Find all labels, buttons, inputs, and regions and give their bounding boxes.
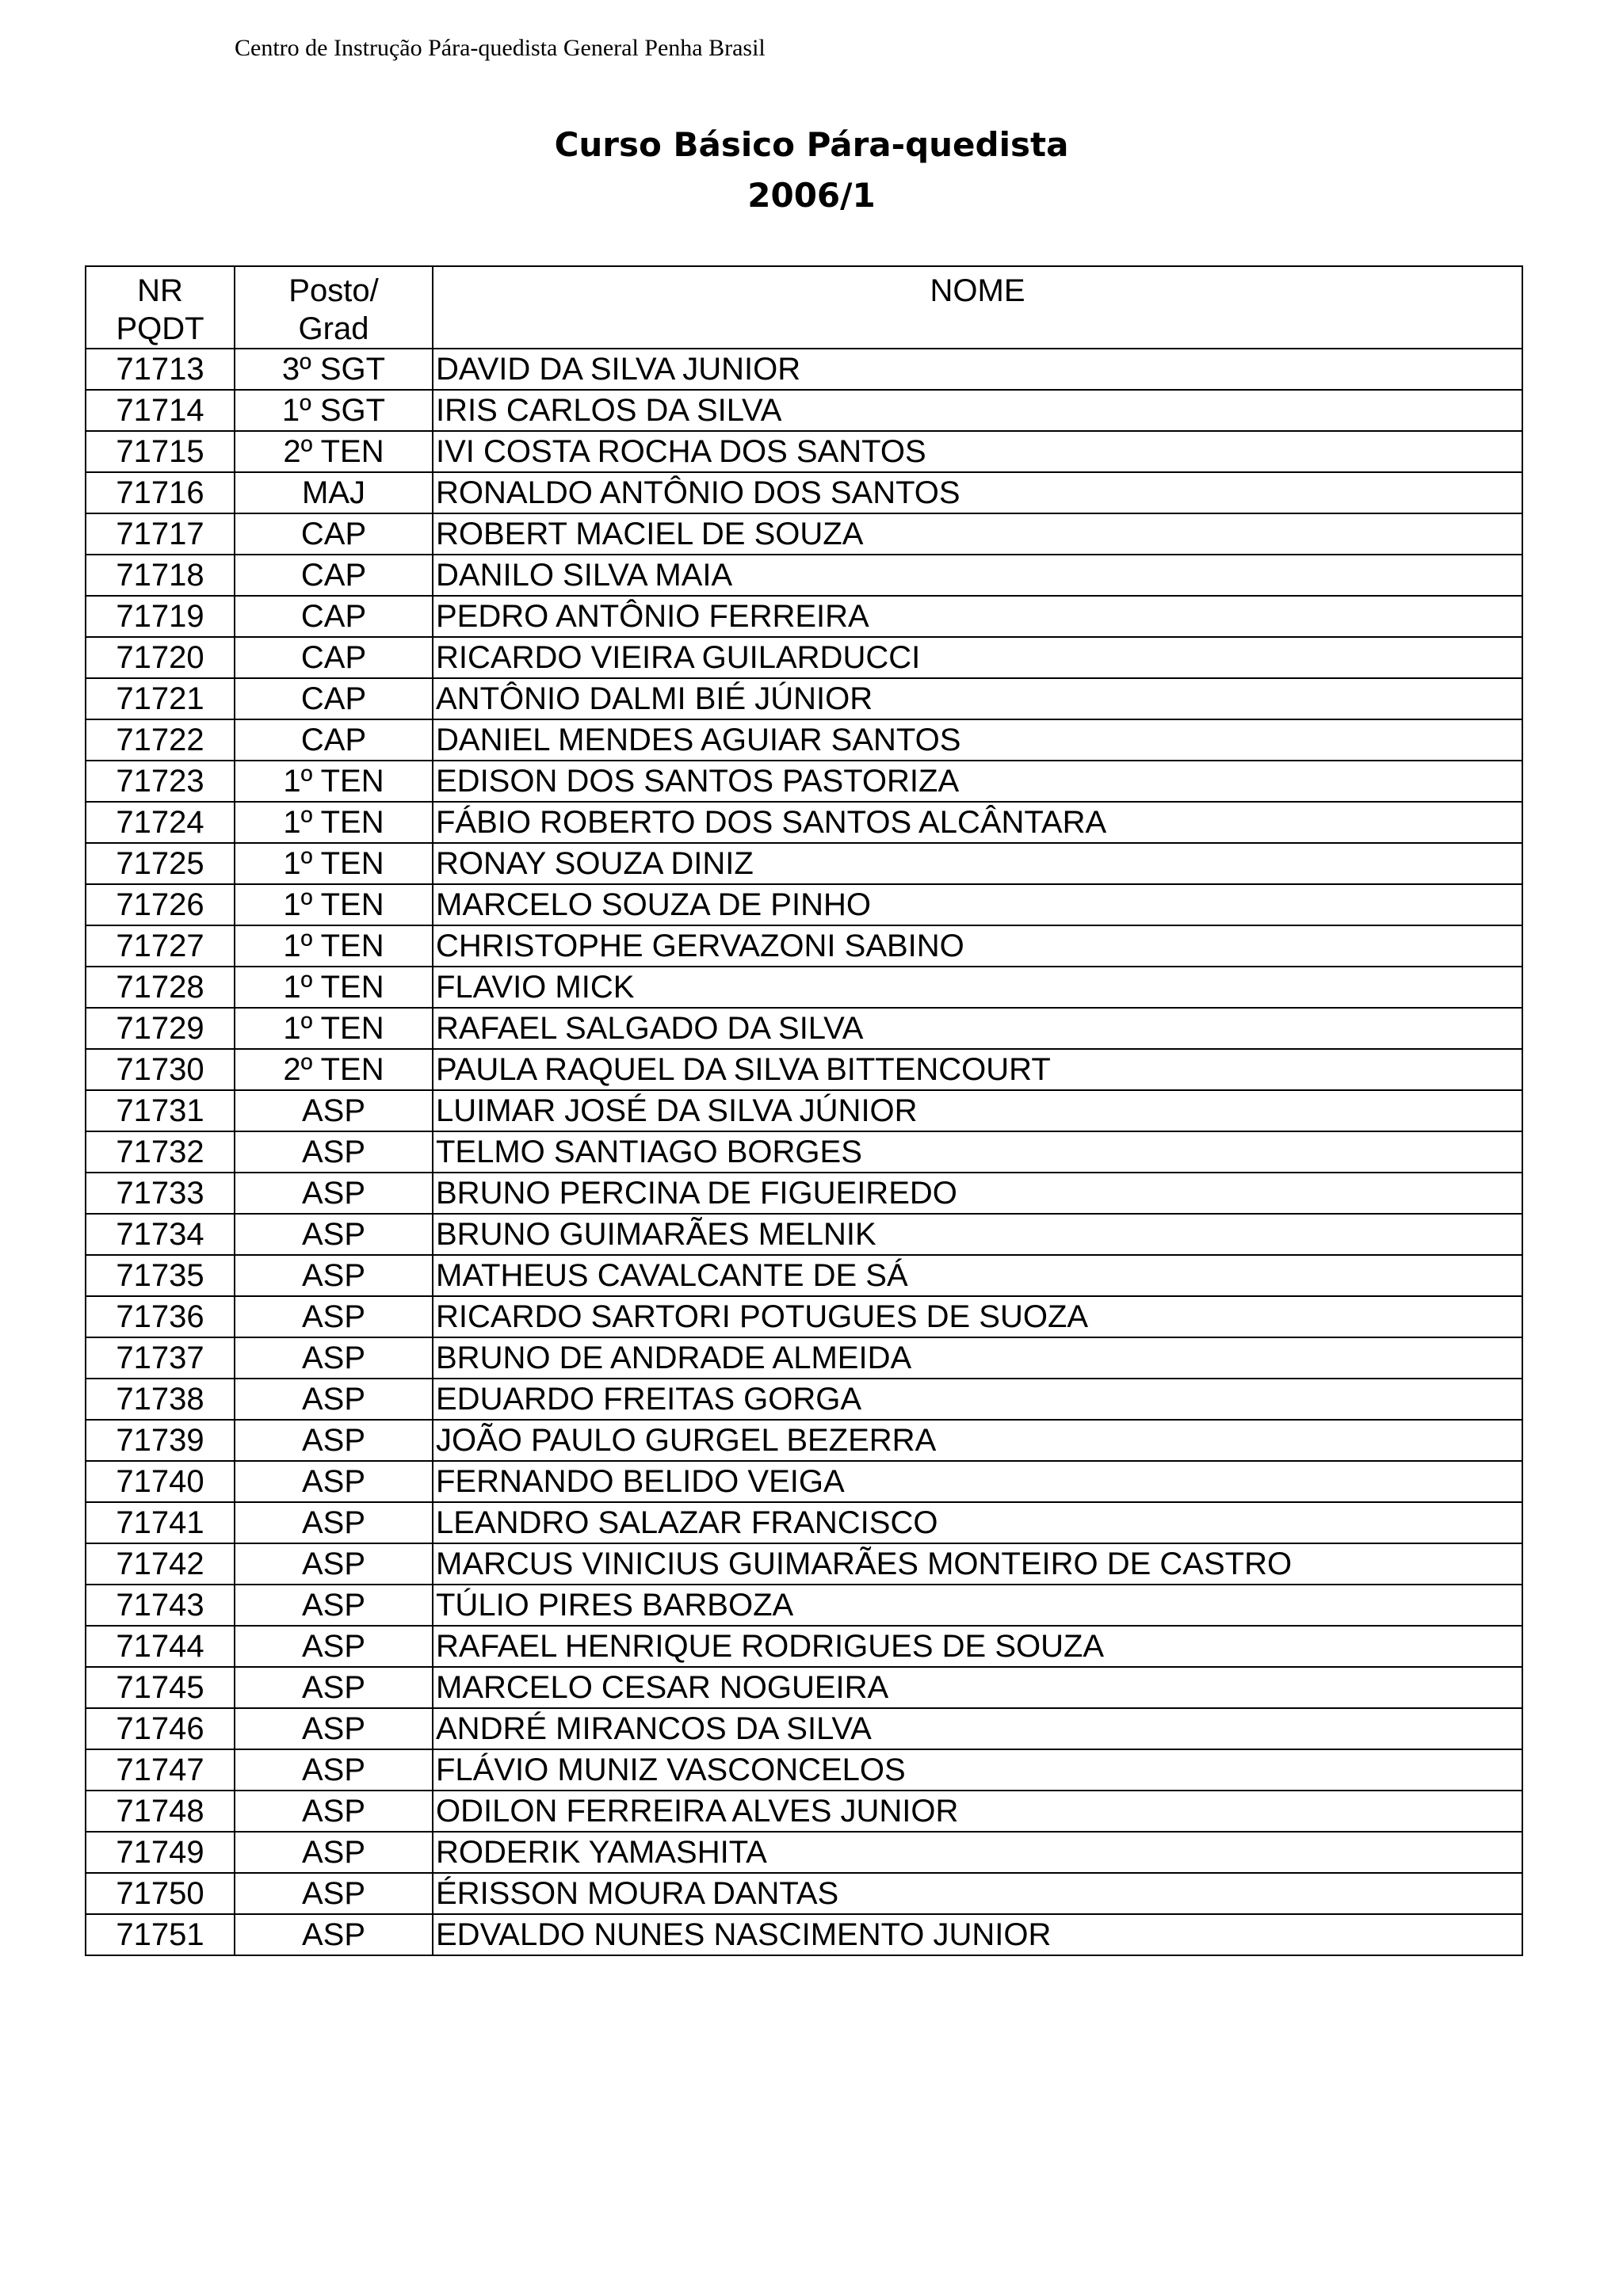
table-row	[86, 1749, 1522, 1791]
cell-nome: FLÁVIO MUNIZ VASCONCELOS	[433, 1749, 1522, 1791]
cell-nr-pqdt: 71741	[86, 1502, 235, 1543]
cell-posto-grad: ASP	[235, 1708, 433, 1749]
table-row	[86, 349, 1522, 390]
cell-nome: BRUNO GUIMARÃES MELNIK	[433, 1214, 1522, 1255]
cell-nome: CHRISTOPHE GERVAZONI SABINO	[433, 925, 1522, 967]
table-row	[86, 1667, 1522, 1708]
table-row	[86, 1049, 1522, 1090]
cell-nr-pqdt: 71718	[86, 555, 235, 596]
table-row	[86, 1008, 1522, 1049]
cell-posto-grad: 1º SGT	[235, 390, 433, 431]
cell-nome: MARCUS VINICIUS GUIMARÃES MONTEIRO DE CASTRO	[433, 1543, 1522, 1585]
cell-nome: PAULA RAQUEL DA SILVA BITTENCOURT	[433, 1049, 1522, 1090]
cell-nr-pqdt: 71738	[86, 1379, 235, 1420]
cell-posto-grad: ASP	[235, 1543, 433, 1585]
cell-nome: ÉRISSON MOURA DANTAS	[433, 1873, 1522, 1914]
cell-posto-grad: 1º TEN	[235, 884, 433, 925]
table-row	[86, 1420, 1522, 1461]
cell-nr-pqdt: 71734	[86, 1214, 235, 1255]
table-row	[86, 1214, 1522, 1255]
cell-nr-pqdt: 71742	[86, 1543, 235, 1585]
table-row	[86, 802, 1522, 843]
table-row	[86, 513, 1522, 555]
document-subtitle-year: 2006/1	[747, 176, 876, 215]
cell-posto-grad: ASP	[235, 1502, 433, 1543]
table-row	[86, 390, 1522, 431]
table-row	[86, 1173, 1522, 1214]
cell-nome: MARCELO CESAR NOGUEIRA	[433, 1667, 1522, 1708]
cell-nr-pqdt: 71725	[86, 843, 235, 884]
cell-posto-grad: ASP	[235, 1667, 433, 1708]
cell-posto-grad: MAJ	[235, 472, 433, 513]
cell-nr-pqdt: 71713	[86, 349, 235, 390]
cell-nr-pqdt: 71729	[86, 1008, 235, 1049]
cell-nome: TELMO SANTIAGO BORGES	[433, 1131, 1522, 1173]
cell-nr-pqdt: 71750	[86, 1873, 235, 1914]
cell-nome: ANTÔNIO DALMI BIÉ JÚNIOR	[433, 678, 1522, 719]
column-header-nome	[433, 266, 1522, 349]
cell-nr-pqdt: 71720	[86, 637, 235, 678]
cell-nr-pqdt: 71726	[86, 884, 235, 925]
cell-posto-grad: 1º TEN	[235, 967, 433, 1008]
cell-posto-grad: 1º TEN	[235, 843, 433, 884]
cell-posto-grad: ASP	[235, 1626, 433, 1667]
table-row	[86, 1873, 1522, 1914]
cell-nome: FÁBIO ROBERTO DOS SANTOS ALCÂNTARA	[433, 802, 1522, 843]
column-header-posto-grad	[235, 266, 433, 349]
cell-nome: LUIMAR JOSÉ DA SILVA JÚNIOR	[433, 1090, 1522, 1131]
cell-nome: BRUNO DE ANDRADE ALMEIDA	[433, 1337, 1522, 1379]
cell-posto-grad: ASP	[235, 1255, 433, 1296]
cell-nr-pqdt: 71721	[86, 678, 235, 719]
cell-nome: BRUNO PERCINA DE FIGUEIREDO	[433, 1173, 1522, 1214]
cell-nome: EDUARDO FREITAS GORGA	[433, 1379, 1522, 1420]
cell-posto-grad: ASP	[235, 1296, 433, 1337]
cell-posto-grad: ASP	[235, 1832, 433, 1873]
roster-table	[85, 265, 1523, 1956]
table-row	[86, 637, 1522, 678]
cell-posto-grad: ASP	[235, 1131, 433, 1173]
cell-posto-grad: CAP	[235, 555, 433, 596]
table-row	[86, 1832, 1522, 1873]
cell-nr-pqdt: 71748	[86, 1791, 235, 1832]
cell-posto-grad: ASP	[235, 1090, 433, 1131]
cell-nome: DAVID DA SILVA JUNIOR	[433, 349, 1522, 390]
cell-nome: FERNANDO BELIDO VEIGA	[433, 1461, 1522, 1502]
column-header-nr-line2: PQDT	[116, 311, 204, 346]
cell-nome: EDISON DOS SANTOS PASTORIZA	[433, 761, 1522, 802]
cell-nr-pqdt: 71747	[86, 1749, 235, 1791]
cell-nome: FLAVIO MICK	[433, 967, 1522, 1008]
table-row	[86, 1585, 1522, 1626]
table-row	[86, 1296, 1522, 1337]
table-row	[86, 1626, 1522, 1667]
cell-nr-pqdt: 71751	[86, 1914, 235, 1955]
cell-posto-grad: 2º TEN	[235, 1049, 433, 1090]
cell-posto-grad: ASP	[235, 1873, 433, 1914]
table-row	[86, 678, 1522, 719]
cell-nome: RAFAEL SALGADO DA SILVA	[433, 1008, 1522, 1049]
table-row	[86, 843, 1522, 884]
cell-nr-pqdt: 71717	[86, 513, 235, 555]
table-row	[86, 596, 1522, 637]
table-row	[86, 761, 1522, 802]
cell-nome: RONAY SOUZA DINIZ	[433, 843, 1522, 884]
cell-nome: ODILON FERREIRA ALVES JUNIOR	[433, 1791, 1522, 1832]
table-row	[86, 1543, 1522, 1585]
cell-posto-grad: 1º TEN	[235, 1008, 433, 1049]
table-row	[86, 1914, 1522, 1955]
cell-posto-grad: 1º TEN	[235, 802, 433, 843]
cell-nr-pqdt: 71716	[86, 472, 235, 513]
cell-nr-pqdt: 71746	[86, 1708, 235, 1749]
cell-nr-pqdt: 71735	[86, 1255, 235, 1296]
cell-nome: IVI COSTA ROCHA DOS SANTOS	[433, 431, 1522, 472]
cell-posto-grad: ASP	[235, 1791, 433, 1832]
table-row	[86, 884, 1522, 925]
cell-posto-grad: ASP	[235, 1214, 433, 1255]
cell-nome: ROBERT MACIEL DE SOUZA	[433, 513, 1522, 555]
page-header: Centro de Instrução Pára-quedista General Penha Brasil	[235, 35, 766, 61]
cell-nr-pqdt: 71743	[86, 1585, 235, 1626]
table-row	[86, 1255, 1522, 1296]
cell-posto-grad: ASP	[235, 1337, 433, 1379]
cell-posto-grad: ASP	[235, 1914, 433, 1955]
cell-posto-grad: CAP	[235, 513, 433, 555]
cell-nome: RAFAEL HENRIQUE RODRIGUES DE SOUZA	[433, 1626, 1522, 1667]
cell-nome: JOÃO PAULO GURGEL BEZERRA	[433, 1420, 1522, 1461]
cell-nome: RICARDO SARTORI POTUGUES DE SUOZA	[433, 1296, 1522, 1337]
cell-posto-grad: 2º TEN	[235, 431, 433, 472]
cell-nome: IRIS CARLOS DA SILVA	[433, 390, 1522, 431]
table-row	[86, 431, 1522, 472]
cell-nr-pqdt: 71745	[86, 1667, 235, 1708]
cell-nr-pqdt: 71724	[86, 802, 235, 843]
cell-nome: LEANDRO SALAZAR FRANCISCO	[433, 1502, 1522, 1543]
cell-nr-pqdt: 71736	[86, 1296, 235, 1337]
table-row	[86, 967, 1522, 1008]
cell-nr-pqdt: 71739	[86, 1420, 235, 1461]
cell-posto-grad: ASP	[235, 1173, 433, 1214]
cell-posto-grad: CAP	[235, 596, 433, 637]
column-header-nr-line1: NR	[137, 273, 183, 308]
cell-nr-pqdt: 71719	[86, 596, 235, 637]
cell-posto-grad: 1º TEN	[235, 761, 433, 802]
cell-nr-pqdt: 71715	[86, 431, 235, 472]
cell-posto-grad: ASP	[235, 1461, 433, 1502]
column-header-nome-label: NOME	[930, 273, 1025, 308]
column-header-nr-pqdt	[86, 266, 235, 349]
cell-posto-grad: CAP	[235, 678, 433, 719]
cell-posto-grad: ASP	[235, 1749, 433, 1791]
table-row	[86, 1131, 1522, 1173]
cell-nome: RONALDO ANTÔNIO DOS SANTOS	[433, 472, 1522, 513]
cell-posto-grad: ASP	[235, 1379, 433, 1420]
cell-nr-pqdt: 71744	[86, 1626, 235, 1667]
cell-nome: TÚLIO PIRES BARBOZA	[433, 1585, 1522, 1626]
cell-nome: DANIEL MENDES AGUIAR SANTOS	[433, 719, 1522, 761]
cell-nome: MARCELO SOUZA DE PINHO	[433, 884, 1522, 925]
cell-nr-pqdt: 71733	[86, 1173, 235, 1214]
cell-nr-pqdt: 71728	[86, 967, 235, 1008]
table-row	[86, 1337, 1522, 1379]
table-row	[86, 1791, 1522, 1832]
table-row	[86, 1708, 1522, 1749]
cell-nome: EDVALDO NUNES NASCIMENTO JUNIOR	[433, 1914, 1522, 1955]
cell-posto-grad: CAP	[235, 719, 433, 761]
cell-posto-grad: 3º SGT	[235, 349, 433, 390]
cell-nr-pqdt: 71722	[86, 719, 235, 761]
cell-posto-grad: CAP	[235, 637, 433, 678]
table-row	[86, 1090, 1522, 1131]
table-header-row	[86, 266, 1522, 349]
cell-nr-pqdt: 71731	[86, 1090, 235, 1131]
cell-nr-pqdt: 71749	[86, 1832, 235, 1873]
table-row	[86, 1379, 1522, 1420]
cell-posto-grad: ASP	[235, 1585, 433, 1626]
cell-nome: RODERIK YAMASHITA	[433, 1832, 1522, 1873]
cell-nome: MATHEUS CAVALCANTE DE SÁ	[433, 1255, 1522, 1296]
column-header-posto-line2: Grad	[298, 311, 369, 346]
cell-nr-pqdt: 71714	[86, 390, 235, 431]
table-row	[86, 719, 1522, 761]
cell-nr-pqdt: 71730	[86, 1049, 235, 1090]
cell-nome: ANDRÉ MIRANCOS DA SILVA	[433, 1708, 1522, 1749]
cell-nome: RICARDO VIEIRA GUILARDUCCI	[433, 637, 1522, 678]
table-row	[86, 555, 1522, 596]
table-row	[86, 472, 1522, 513]
cell-nr-pqdt: 71732	[86, 1131, 235, 1173]
cell-posto-grad: ASP	[235, 1420, 433, 1461]
cell-nome: DANILO SILVA MAIA	[433, 555, 1522, 596]
table-row	[86, 1502, 1522, 1543]
cell-posto-grad: 1º TEN	[235, 925, 433, 967]
cell-nr-pqdt: 71737	[86, 1337, 235, 1379]
document-title: Curso Básico Pára-quedista	[554, 125, 1069, 164]
cell-nr-pqdt: 71723	[86, 761, 235, 802]
cell-nome: PEDRO ANTÔNIO FERREIRA	[433, 596, 1522, 637]
table-row	[86, 925, 1522, 967]
column-header-posto-line1: Posto/	[288, 273, 379, 308]
roster-table-body	[86, 349, 1522, 1955]
cell-nr-pqdt: 71727	[86, 925, 235, 967]
cell-nr-pqdt: 71740	[86, 1461, 235, 1502]
table-row	[86, 1461, 1522, 1502]
